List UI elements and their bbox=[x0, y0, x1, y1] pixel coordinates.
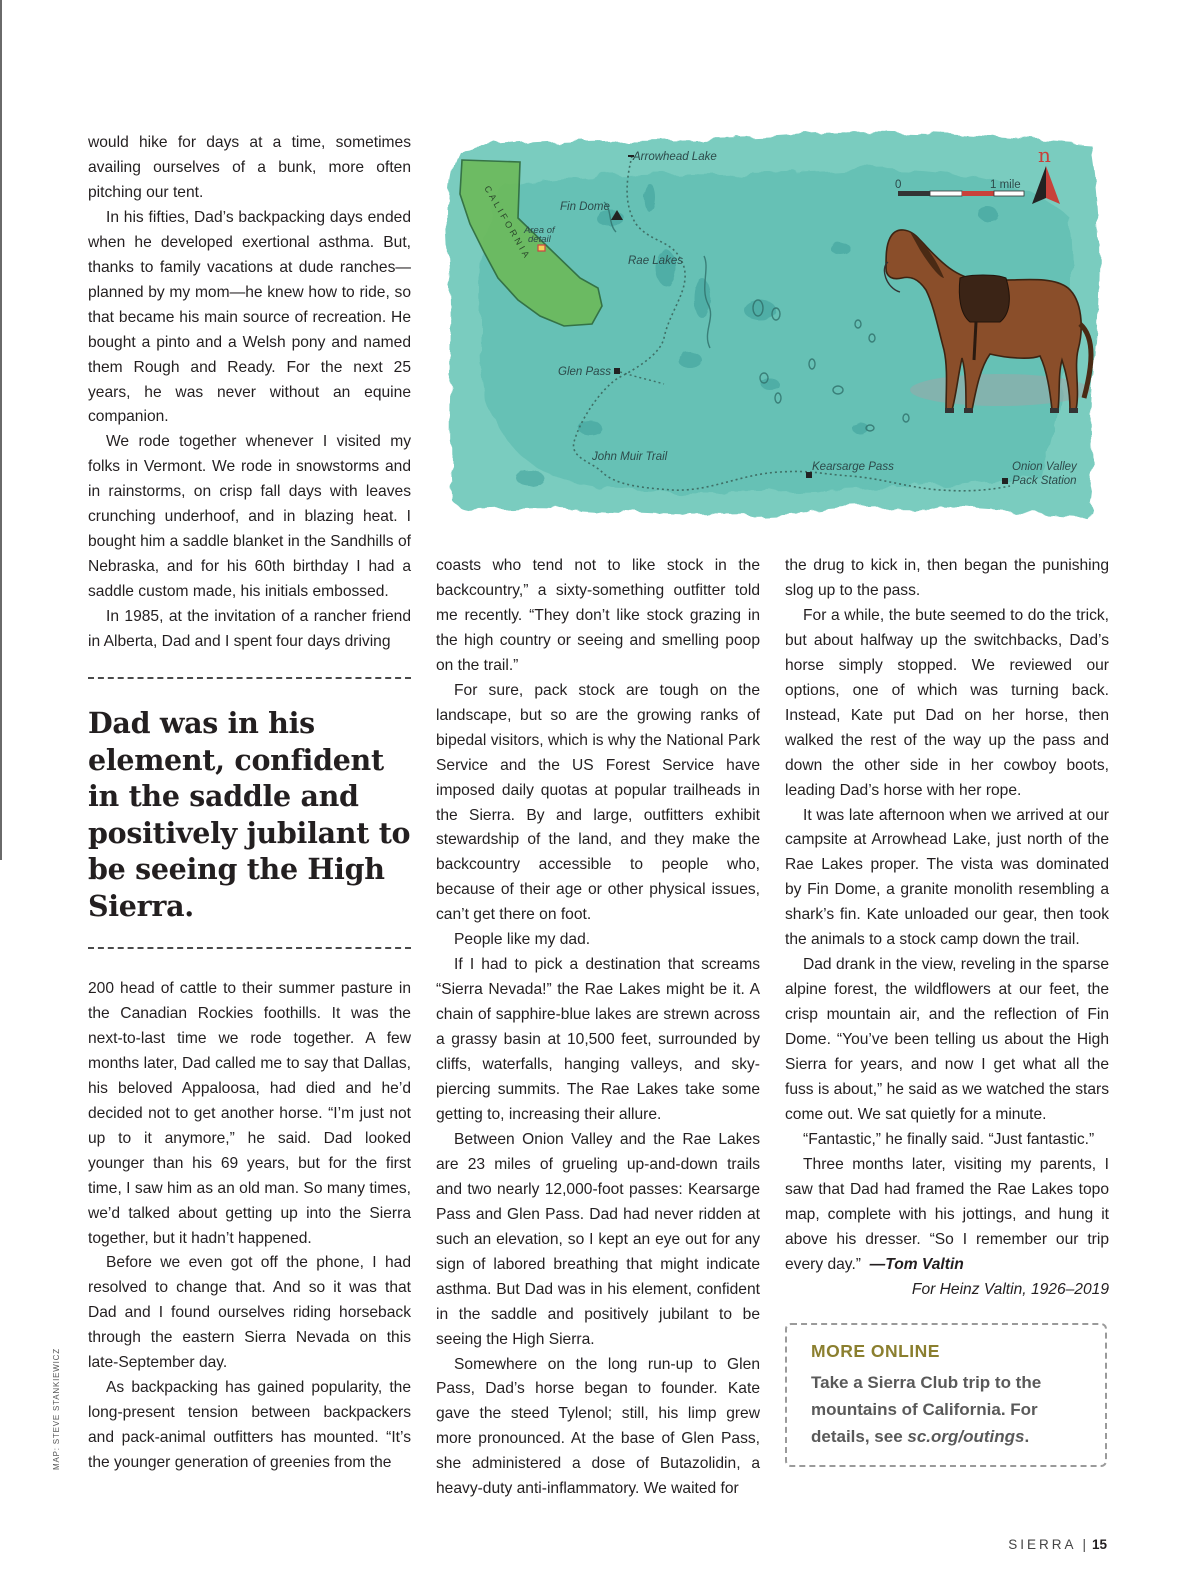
closing-paragraph: Three months later, visiting my parents, I saw that Dad had framed the Rae Lakes topo map, complete with his jottings, and hung it above his dresser. “So I remember our trip every day.” bbox=[785, 1155, 1109, 1273]
onion-valley-label: Onion Valley bbox=[1012, 461, 1077, 473]
paragraph: If I had to pick a destination that screams “Sierra Nevada!” the Rae Lakes might be it. A chain of sapphire-blue lakes are strewn across a grassy basin at 10,500 feet, surrounded by cliffs, waterfalls, hanging valleys, and sky-piercing summits. The Rae Lakes take some getting to, increasing their allure. bbox=[436, 956, 760, 1123]
area-of-detail-marker bbox=[538, 245, 545, 251]
dedication: For Heinz Valtin, 1926–2019 bbox=[911, 1280, 1109, 1298]
magazine-name: SIERRA bbox=[1008, 1537, 1077, 1552]
footer-separator: | bbox=[1082, 1537, 1086, 1552]
paragraph: would hike for days at a time, sometimes availing ourselves of a bunk, more often pitching our tent. bbox=[88, 134, 411, 201]
page-footer bbox=[1008, 1537, 1107, 1552]
pull-quote-divider-bottom bbox=[88, 947, 411, 949]
rae-lakes-label: Rae Lakes bbox=[628, 255, 683, 267]
trail-map-illustration bbox=[440, 128, 1106, 528]
author-signature: —Tom Valtin bbox=[869, 1255, 964, 1273]
outings-link[interactable]: sc.org/outings bbox=[907, 1427, 1025, 1446]
page-number: 15 bbox=[1091, 1537, 1107, 1552]
onion-valley-marker bbox=[1002, 478, 1008, 484]
kearsarge-pass-label: Kearsarge Pass bbox=[812, 461, 894, 473]
glen-pass-marker bbox=[614, 368, 620, 374]
arrowhead-lake-label: Arrowhead Lake bbox=[633, 151, 717, 163]
john-muir-trail-label: John Muir Trail bbox=[592, 451, 668, 463]
paragraph: coasts who tend not to like stock in the backcountry,” a sixty-something outfitter told me recently. “They don’t like stock grazing in the high country or seeing and smelling poop on the trail.” bbox=[436, 557, 760, 674]
paragraph: We rode together whenever I visited my folks in Vermont. We rode in snowstorms and in rainstorms, on crisp fall days with leaves crunching underhoof, and in blazing heat. I bought him a saddle blanket in the Sandhills of Nebraska, and for his 60th birthday I had a saddle custom made, his initials embossed. bbox=[88, 433, 411, 601]
more-online-box bbox=[785, 1323, 1107, 1467]
paragraph: the drug to kick in, then began the punishing slog up to the pass. bbox=[785, 557, 1109, 599]
paragraph: For sure, pack stock are tough on the landscape, but so are the growing ranks of bipedal visitors, which is why the National Park Service and the US Forest Service have imposed daily quotas at popular trailheads in the Sierra. By and large, outfitters exhibit stewardship of the land, and they make the backcountry accessible to people who, because of their age or other physical issues, can’t get there on foot. bbox=[436, 681, 760, 924]
pull-quote-divider-top bbox=[88, 677, 411, 679]
paragraph: As backpacking has gained popularity, the long-present tension between backpackers and pack-animal outfitters has mounted. “It’s the younger generation of greenies from the bbox=[88, 1379, 411, 1472]
pull-quote: Dad was in his element, confident in the saddle and positively jubilant to be seeing the High Sierra. bbox=[88, 706, 411, 923]
more-online-body: Take a Sierra Club trip to the mountains of California. For details, see sc.org/outings. bbox=[811, 1373, 1042, 1446]
svg-text:n: n bbox=[1038, 143, 1051, 167]
paragraph: Before we even got off the phone, I had resolved to change that. And so it was that Dad and I found ourselves riding horseback through the eastern Sierra Nevada on this late-September day. bbox=[88, 1254, 411, 1372]
fin-dome-label: Fin Dome bbox=[560, 201, 610, 213]
glen-pass-label: Glen Pass bbox=[558, 366, 612, 378]
paragraph: It was late afternoon when we arrived at our campsite at Arrowhead Lake, just north of the Rae Lakes proper. The vista was dominated by Fin Dome, a granite monolith resembling a shark’s fin. Kate unloaded our gear, then took the animals to a stock camp down the trail. bbox=[785, 806, 1109, 949]
article-column-1-bottom bbox=[88, 977, 411, 1476]
pack-station-label: Pack Station bbox=[1012, 475, 1077, 487]
paragraph: Between Onion Valley and the Rae Lakes are 23 miles of grueling up-and-down trails and two nearly 12,000-foot passes: Kearsarge Pass and Glen Pass. Dad had never ridden at such an elevation, so I kept an eye out for any sign of labored breathing that might indicate asthma. But Dad was in his element, confident in the saddle and positively jubilant to be seeing the High Sierra. bbox=[436, 1130, 760, 1348]
area-detail-label-2: detail bbox=[528, 234, 551, 245]
paragraph bbox=[785, 1153, 1109, 1278]
article-column-3 bbox=[785, 554, 1109, 1303]
paragraph: In 1985, at the invitation of a rancher friend in Alberta, Dad and I spent four days driving bbox=[88, 608, 411, 651]
article-column-1-top bbox=[88, 131, 411, 655]
paragraph: “Fantastic,” he finally said. “Just fantastic.” bbox=[803, 1130, 1095, 1148]
state-label: CALIFORNIA bbox=[482, 184, 533, 262]
scale-end-label: 1 mile bbox=[990, 179, 1021, 191]
trail-map bbox=[440, 128, 1106, 528]
article-column-2 bbox=[436, 554, 760, 1502]
paragraph: 200 head of cattle to their summer pasture in the Canadian Rockies foothills. It was the next-to-last time we rode together. A few months later, Dad called me to say that Dallas, his beloved Appaloosa, had died and he’d decided not to get another horse. “I’m just not up to it anymore,” he said. Dad looked younger than his 69 years, but for the first time, I saw him as an old man. So many times, we’d talked about getting up into the Sierra together, but it hadn’t happened. bbox=[88, 980, 411, 1247]
more-online-heading: MORE ONLINE bbox=[811, 1341, 940, 1361]
paragraph: People like my dad. bbox=[454, 931, 591, 949]
page-spine-edge bbox=[0, 0, 2, 860]
paragraph: Somewhere on the long run-up to Glen Pass, Dad’s horse began to founder. Kate gave the steed Tylenol; still, his limp grew more pronounced. At the base of Glen Pass, she administered a dose of Butazolidin, a heavy-duty anti-inflammatory. We waited for bbox=[436, 1355, 760, 1498]
paragraph: For a while, the bute seemed to do the trick, but about halfway up the switchbacks, Dad’s horse simply stopped. We reviewed our options, one of which was turning back. Instead, Kate put Dad on her horse, then walked the rest of the way up the pass and down the other side in her cowboy boots, leading Dad’s horse with her rope. bbox=[785, 606, 1109, 799]
paragraph: In his fifties, Dad’s backpacking days ended when he developed exertional asthma. But, thanks to family vacations at dude ranches—planned by my mom—he knew how to ride, so that became his main source of recreation. He bought a pinto and a Welsh pony and named them Rough and Ready. For the next 25 years, he was never without an equine companion. bbox=[88, 208, 411, 426]
map-credit: MAP: STEVE STANKIEWICZ bbox=[52, 1348, 61, 1470]
area-detail-label-1: Area of bbox=[524, 225, 555, 236]
scale-start-label: 0 bbox=[895, 179, 902, 191]
paragraph: Dad drank in the view, reveling in the sparse alpine forest, the wildflowers at our feet, the crisp mountain air, and the reflection of Fin Dome. “You’ve been telling us about the High Sierra for years, and now I get what all the fuss is about,” he said as we watched the stars come out. We sat quietly for a minute. bbox=[785, 956, 1109, 1123]
